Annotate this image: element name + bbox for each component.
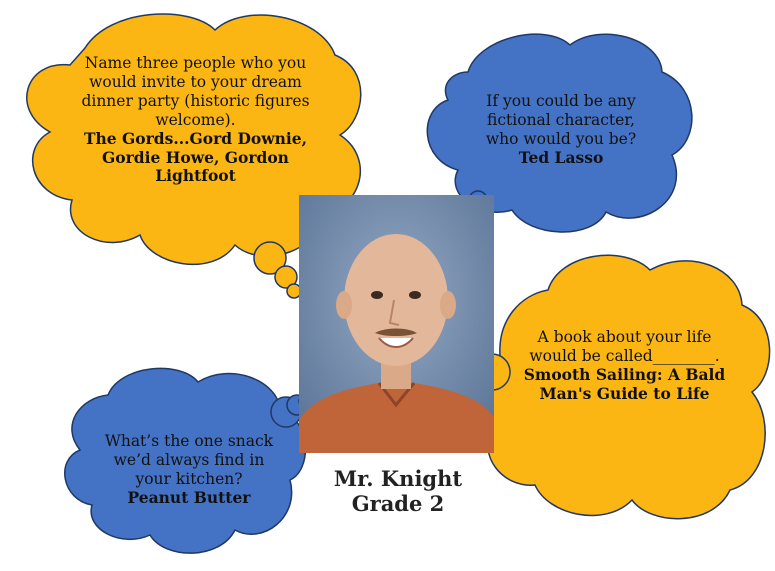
cloud-dinner-party-text xyxy=(68,54,323,186)
teacher-caption xyxy=(318,466,478,516)
cloud-question: If you could be any fictional character, who would you be? xyxy=(485,92,637,148)
cloud-answer: Ted Lasso xyxy=(518,147,604,167)
cloud-book-title-text xyxy=(512,328,737,404)
cloud-fictional-character-text xyxy=(470,92,652,168)
cloud-answer: The Gords...Gord Downie, Gordie Howe, Gordon Lightfoot xyxy=(83,128,308,186)
cloud-question: What’s the one snack we’d always find in your kitchen? xyxy=(104,432,274,488)
teacher-name: Mr. Knight xyxy=(333,466,463,491)
teacher-grade: Grade 2 xyxy=(351,491,445,517)
cloud-answer: Smooth Sailing: A Bald Man's Guide to Life xyxy=(523,364,726,403)
cloud-snack-text xyxy=(104,432,274,508)
cloud-question: Name three people who you would invite to your dream dinner party (historic figures welcome). xyxy=(81,54,310,129)
teacher-portrait-photo xyxy=(299,195,494,453)
cloud-question: A book about your life would be called________. xyxy=(529,328,720,365)
cloud-answer: Peanut Butter xyxy=(127,487,251,507)
